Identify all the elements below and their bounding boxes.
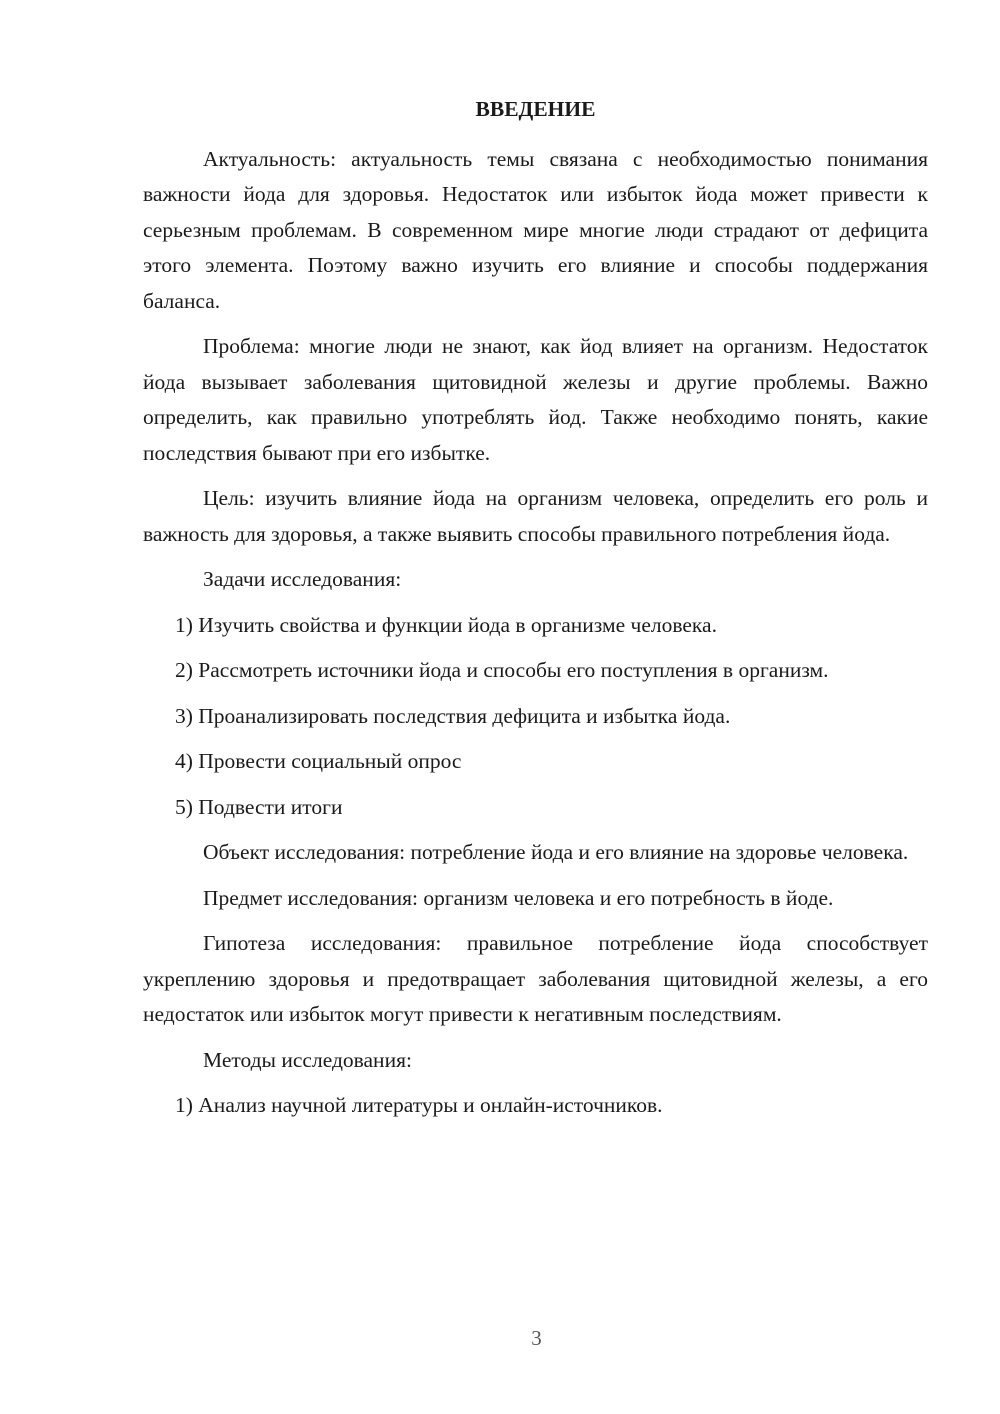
document-page — [143, 92, 928, 1134]
relevance-paragraph: Актуальность: актуальность темы связана с необходимостью понимания важности йода для здоровья. Недостаток или избыток йода может привести к серьезным проблемам. В современном мире многие люди страдают от дефицита этого элемента. Поэтому важно изучить его влияние и способы поддержания баланса. — [143, 146, 928, 313]
object-paragraph: Объект исследования: потребление йода и его влияние на здоровье человека. — [203, 840, 909, 864]
goal-paragraph: Цель: изучить влияние йода на организм человека, определить его роль и важность для здоровья, а также выявить способы правильного потребления йода. — [143, 486, 928, 546]
task-item: 2) Рассмотреть источники йода и способы его поступления в организм. — [175, 658, 829, 682]
task-item: 3) Проанализировать последствия дефицита и избытка йода. — [175, 703, 731, 728]
problem-paragraph: Проблема: многие люди не знают, как йод влияет на организм. Недостаток йода вызывает заболевания щитовидной железы и другие проблемы. Важно определить, как правильно употреблять йод. Также необходимо понять, какие последствия бывают при его избытке. — [143, 334, 928, 465]
hypothesis-paragraph: Гипотеза исследования: правильное потребление йода способствует укреплению здоровья и предотвращает заболевания щитовидной железы, а его недостаток или избыток могут привести к негативным последствиям. — [143, 931, 928, 1026]
page-number: 3 — [531, 1326, 542, 1350]
task-item: 1) Изучить свойства и функции йода в организме человека. — [175, 612, 717, 637]
task-item: 5) Подвести итоги — [175, 794, 343, 819]
method-item: 1) Анализ научной литературы и онлайн-источников. — [175, 1093, 663, 1117]
task-item: 4) Провести социальный опрос — [175, 749, 462, 773]
tasks-heading: Задачи исследования: — [203, 567, 402, 591]
subject-paragraph: Предмет исследования: организм человека и его потребность в йоде. — [203, 885, 834, 910]
methods-heading: Методы исследования: — [203, 1047, 412, 1072]
page-title: ВВЕДЕНИЕ — [475, 97, 596, 121]
